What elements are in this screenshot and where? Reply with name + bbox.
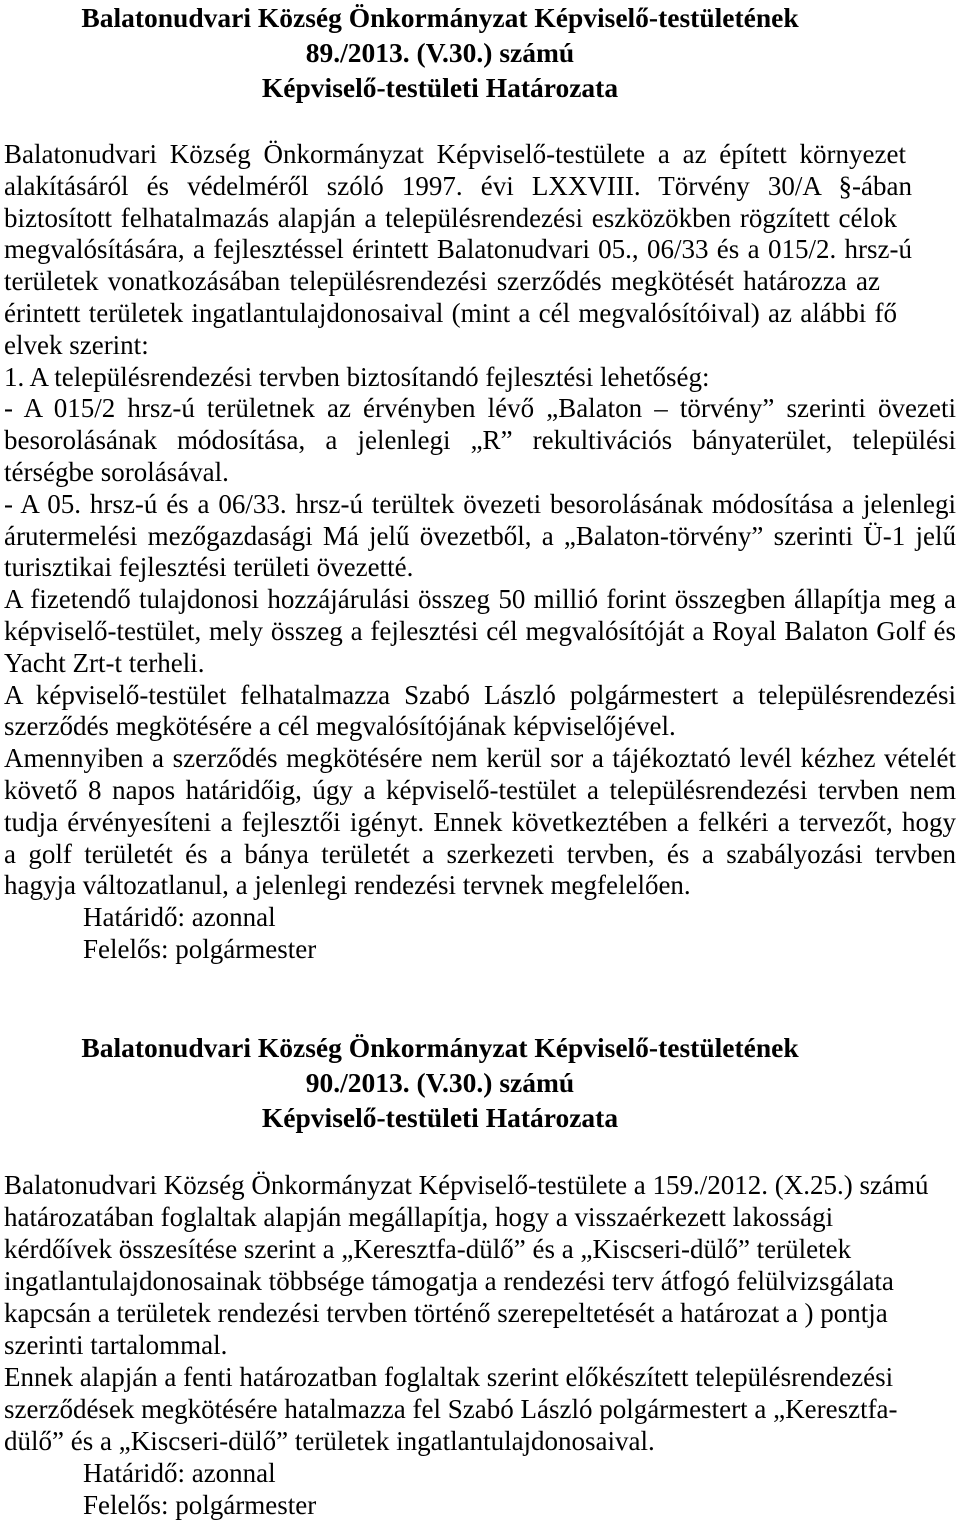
body-line: - A 015/2 hrsz-ú területnek az érvényben lévő „Balaton – törvény” szerinti övezeti xyxy=(4,393,956,424)
body-line: hagyja változatlanul, a jelenlegi rendezési tervnek megfelelően. xyxy=(4,870,691,901)
body-line: képviselő-testület, mely összeg a fejlesztési cél megvalósítóját a Royal Balaton Golf és xyxy=(4,615,956,646)
body-line: határozatában foglaltak alapján megállapítja, hogy a visszaérkezett lakossági xyxy=(4,1202,834,1232)
body-line: a golf területét és a bánya területét a szerkezeti tervben, és a szabályozási tervben xyxy=(4,838,956,869)
body-line: turisztikai fejlesztési területi övezetté. xyxy=(4,552,414,583)
body-line: kapcsán a területek rendezési tervben történő szerepeltetését a határozat a ) pontja xyxy=(4,1298,888,1328)
body-line: területek vonatkozásában településrendezési szerződés megkötését határozza az xyxy=(4,266,880,297)
body-line: besorolásának módosítása, a jelenlegi „R” rekultivációs bányaterület, települési xyxy=(4,425,956,456)
body-line: - A 05. hrsz-ú és a 06/33. hrsz-ú terültek övezeti besorolásának módosítása a jelenlegi xyxy=(4,488,956,519)
deadline: Határidő: azonnal xyxy=(83,902,276,933)
body-line: Amennyiben a szerződés megkötésére nem kerül sor a tájékoztató levél kézhez vételét xyxy=(4,743,956,774)
council-name: Balatonudvari Község Önkormányzat Képviselő-testületének xyxy=(81,1032,799,1063)
council-name: Balatonudvari Község Önkormányzat Képviselő-testületének xyxy=(81,2,799,33)
resolution-number: 90./2013. (V.30.) számú xyxy=(305,1067,575,1098)
body-line: Yacht Zrt-t terheli. xyxy=(4,647,205,678)
body-line: Balatonudvari Község Önkormányzat Képviselő-testülete a az épített környezet xyxy=(4,139,906,169)
body-line: szerződés megkötésére a cél megvalósítójának képviselőjével. xyxy=(4,711,676,742)
body-line: Ennek alapján a fenti határozatban foglaltak szerint előkészített településrendezési xyxy=(4,1362,894,1392)
resolution-89-body xyxy=(4,139,956,966)
section-heading: 1. A településrendezési tervben biztosítandó fejlesztési lehetőség: xyxy=(4,361,710,392)
body-line: biztosított felhatalmazás alapján a településrendezési eszközökben rögzített célok xyxy=(4,202,897,233)
body-line: Balatonudvari Község Önkormányzat Képviselő-testülete a 159./2012. (X.25.) számú xyxy=(4,1170,929,1200)
body-line: megvalósítására, a fejlesztéssel érintett Balatonudvari 05., 06/33 és a 015/2. hrsz-ú xyxy=(4,234,912,265)
resolution-90-header xyxy=(0,1030,880,1135)
body-line: kérdőívek összesítése szerint a „Keresztfa-dülő” és a „Kiscseri-dülő” területek xyxy=(4,1234,852,1264)
resolution-89-header xyxy=(0,0,880,105)
responsible-person: Felelős: polgármester xyxy=(83,1490,317,1520)
body-line: elvek szerint: xyxy=(4,329,149,360)
body-line: A fizetendő tulajdonosi hozzájárulási összeg 50 millió forint összegben állapítja meg a xyxy=(4,584,956,615)
body-line: ingatlantulajdonosainak többsége támogatja a rendezési terv átfogó felülvizsgálata xyxy=(4,1266,894,1296)
body-line: alakításáról és védelméről szóló 1997. évi LXXVIII. Törvény 30/A §-ában xyxy=(4,170,912,201)
body-line: követő 8 napos határidőig, úgy a képviselő-testület a településrendezési tervben nem xyxy=(4,774,956,805)
responsible-person: Felelős: polgármester xyxy=(83,933,317,964)
body-line: A képviselő-testület felhatalmazza Szabó László polgármestert a településrendezési xyxy=(4,679,956,710)
resolution-90-body xyxy=(4,1169,956,1521)
resolution-number: 89./2013. (V.30.) számú xyxy=(305,37,575,68)
body-line: térségbe sorolásával. xyxy=(4,456,229,487)
resolution-title: Képviselő-testületi Határozata xyxy=(261,72,619,103)
body-line: tudja érvényesíteni a fejlesztői igényt. Ennek következtében a felkéri a tervezőt, hogy xyxy=(4,806,956,837)
body-line: szerinti tartalommal. xyxy=(4,1330,228,1360)
deadline: Határidő: azonnal xyxy=(83,1458,276,1488)
body-line: dülő” és a „Kiscseri-dülő” területek ingatlantulajdonosaival. xyxy=(4,1426,655,1456)
body-line: árutermelési mezőgazdasági Má jelű övezetből, a „Balaton-törvény” szerinti Ü-1 jelű xyxy=(4,520,956,551)
resolution-title: Képviselő-testületi Határozata xyxy=(261,1102,619,1133)
body-line: érintett területek ingatlantulajdonosaival (mint a cél megvalósítóival) az alábbi fő xyxy=(4,297,897,328)
body-line: szerződések megkötésére hatalmazza fel Szabó László polgármestert a „Keresztfa- xyxy=(4,1394,898,1424)
